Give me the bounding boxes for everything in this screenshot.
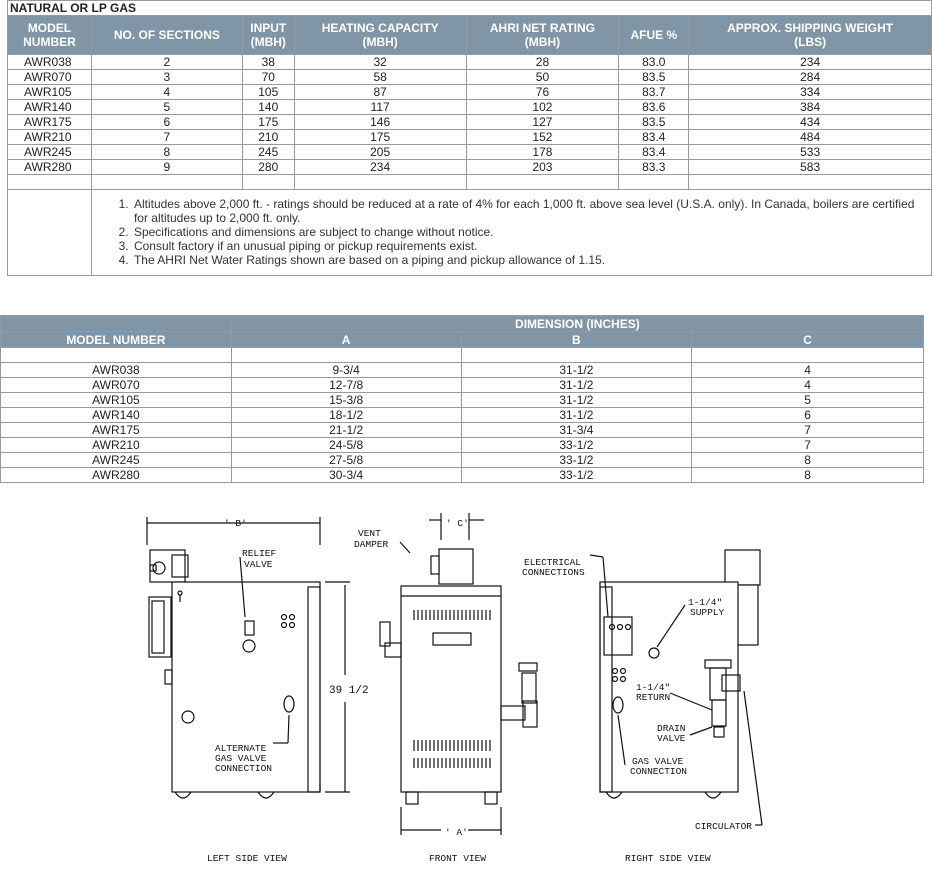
dimension-cell: 30-3/4 bbox=[231, 468, 461, 483]
ratings-col-header bbox=[619, 16, 689, 55]
dimension-cell: 33-1/2 bbox=[461, 453, 692, 468]
relief-valve-label-1: RELIEF bbox=[242, 548, 277, 559]
model-cell: AWR245 bbox=[1, 453, 232, 468]
table-row bbox=[1, 378, 924, 393]
dimension-cell: 33-1/2 bbox=[461, 468, 692, 483]
dimension-cell: 31-1/2 bbox=[461, 393, 692, 408]
dimension-header: DIMENSION (INCHES) bbox=[231, 316, 923, 332]
value-cell: 434 bbox=[689, 115, 932, 130]
dimension-cell: 31-1/2 bbox=[461, 363, 692, 378]
value-cell: 117 bbox=[294, 100, 466, 115]
value-cell: 175 bbox=[294, 130, 466, 145]
value-cell: 4 bbox=[91, 85, 242, 100]
dimension-cell: 18-1/2 bbox=[231, 408, 461, 423]
dim-a-label: ' A' bbox=[445, 827, 468, 838]
model-cell: AWR175 bbox=[1, 423, 232, 438]
header-text: NO. OF SECTIONS bbox=[113, 28, 220, 42]
notes-cell bbox=[91, 190, 931, 276]
right-view-caption: RIGHT SIDE VIEW bbox=[625, 853, 711, 864]
value-cell: 5 bbox=[91, 100, 242, 115]
model-cell: AWR038 bbox=[8, 55, 92, 70]
dimension-cell: 33-1/2 bbox=[461, 438, 692, 453]
electrical-label-1: ELECTRICAL bbox=[524, 557, 582, 568]
model-cell: AWR280 bbox=[1, 468, 232, 483]
ratings-header-row bbox=[8, 16, 932, 55]
boiler-dimension-diagram bbox=[0, 495, 932, 886]
value-cell: 6 bbox=[91, 115, 242, 130]
value-cell: 83.7 bbox=[619, 85, 689, 100]
table-row bbox=[8, 130, 932, 145]
value-cell: 3 bbox=[91, 70, 242, 85]
value-cell: 234 bbox=[294, 160, 466, 175]
note-item: 2. Specifications and dimensions are subject to change without notice. bbox=[132, 225, 931, 239]
value-cell: 152 bbox=[466, 130, 619, 145]
value-cell: 87 bbox=[294, 85, 466, 100]
col-b-header: B bbox=[461, 332, 692, 348]
model-cell: AWR140 bbox=[1, 408, 232, 423]
gas-valve-label-2: CONNECTION bbox=[630, 766, 688, 777]
value-cell: 83.4 bbox=[619, 145, 689, 160]
value-cell: 234 bbox=[689, 55, 932, 70]
ratings-col-header bbox=[242, 16, 294, 55]
supply-label-2: SUPPLY bbox=[690, 607, 725, 618]
model-cell: AWR280 bbox=[8, 160, 92, 175]
table-row bbox=[1, 468, 924, 483]
dimension-cell: 31-1/2 bbox=[461, 378, 692, 393]
vent-damper-label-2: DAMPER bbox=[354, 539, 389, 550]
notes-list bbox=[92, 197, 931, 267]
value-cell: 58 bbox=[294, 70, 466, 85]
table-title: NATURAL OR LP GAS bbox=[8, 1, 932, 16]
supply-label-1: 1-1/4" bbox=[688, 597, 723, 608]
header-text: (MBH) bbox=[524, 35, 561, 49]
col-a-header: A bbox=[231, 332, 461, 348]
dimension-cell: 7 bbox=[692, 438, 924, 453]
model-cell: AWR140 bbox=[8, 100, 92, 115]
dim-b-label: ' B' bbox=[224, 518, 247, 529]
value-cell: 70 bbox=[242, 70, 294, 85]
ratings-table bbox=[7, 0, 932, 276]
value-cell: 83.3 bbox=[619, 160, 689, 175]
ratings-col-header bbox=[294, 16, 466, 55]
value-cell: 83.5 bbox=[619, 70, 689, 85]
value-cell: 50 bbox=[466, 70, 619, 85]
right-side-view bbox=[590, 550, 762, 825]
blank-row bbox=[1, 348, 924, 363]
dimension-cell: 31-3/4 bbox=[461, 423, 692, 438]
table-row bbox=[1, 438, 924, 453]
header-text: HEATING CAPACITY bbox=[321, 21, 439, 35]
value-cell: 583 bbox=[689, 160, 932, 175]
model-cell: AWR245 bbox=[8, 145, 92, 160]
value-cell: 76 bbox=[466, 85, 619, 100]
alt-gas-valve-label-3: CONNECTION bbox=[215, 763, 273, 774]
value-cell: 140 bbox=[242, 100, 294, 115]
return-label-2: RETURN bbox=[636, 692, 671, 703]
left-view-caption: LEFT SIDE VIEW bbox=[207, 853, 287, 864]
model-number-header-label: MODEL NUMBER bbox=[1, 332, 232, 348]
value-cell: 7 bbox=[91, 130, 242, 145]
note-item: 3. Consult factory if an unusual piping or pickup requirements exist. bbox=[132, 239, 931, 253]
value-cell: 178 bbox=[466, 145, 619, 160]
value-cell: 210 bbox=[242, 130, 294, 145]
model-cell: AWR070 bbox=[8, 70, 92, 85]
value-cell: 8 bbox=[91, 145, 242, 160]
dimension-cell: 4 bbox=[692, 378, 924, 393]
value-cell: 245 bbox=[242, 145, 294, 160]
table-row bbox=[8, 160, 932, 175]
note-item: 4. The AHRI Net Water Ratings shown are based on a piping and pickup allowance of 1.15. bbox=[132, 253, 931, 267]
notes-spacer bbox=[8, 190, 92, 276]
dimension-cell: 5 bbox=[692, 393, 924, 408]
model-cell: AWR175 bbox=[8, 115, 92, 130]
model-cell: AWR105 bbox=[8, 85, 92, 100]
ratings-col-header bbox=[466, 16, 619, 55]
table-row bbox=[8, 145, 932, 160]
header-text: (MBH) bbox=[250, 35, 286, 49]
table-row bbox=[8, 115, 932, 130]
value-cell: 32 bbox=[294, 55, 466, 70]
table-row bbox=[1, 453, 924, 468]
value-cell: 203 bbox=[466, 160, 619, 175]
ratings-col-header bbox=[91, 16, 242, 55]
value-cell: 205 bbox=[294, 145, 466, 160]
value-cell: 28 bbox=[466, 55, 619, 70]
value-cell: 146 bbox=[294, 115, 466, 130]
value-cell: 9 bbox=[91, 160, 242, 175]
drain-valve-label-2: VALVE bbox=[657, 733, 686, 744]
table-row bbox=[1, 408, 924, 423]
alt-gas-valve-label-2: GAS VALVE bbox=[215, 753, 267, 764]
dimension-cell: 24-5/8 bbox=[231, 438, 461, 453]
header-text: APPROX. SHIPPING WEIGHT bbox=[727, 21, 894, 35]
dimension-cell: 12-7/8 bbox=[231, 378, 461, 393]
value-cell: 334 bbox=[689, 85, 932, 100]
header-text: AHRI NET RATING bbox=[489, 21, 595, 35]
dimension-cell: 8 bbox=[692, 453, 924, 468]
electrical-label-2: CONNECTIONS bbox=[522, 567, 585, 578]
front-view-caption: FRONT VIEW bbox=[429, 853, 487, 864]
table-row bbox=[8, 85, 932, 100]
ratings-col-header bbox=[8, 16, 92, 55]
value-cell: 2 bbox=[91, 55, 242, 70]
value-cell: 280 bbox=[242, 160, 294, 175]
table-row bbox=[8, 100, 932, 115]
model-cell: AWR105 bbox=[1, 393, 232, 408]
value-cell: 105 bbox=[242, 85, 294, 100]
dimension-cell: 21-1/2 bbox=[231, 423, 461, 438]
dimension-cell: 27-5/8 bbox=[231, 453, 461, 468]
model-cell: AWR070 bbox=[1, 378, 232, 393]
height-label: 39 1/2 bbox=[329, 685, 369, 697]
ratings-col-header bbox=[689, 16, 932, 55]
dimension-cell: 7 bbox=[692, 423, 924, 438]
table-row bbox=[1, 423, 924, 438]
value-cell: 102 bbox=[466, 100, 619, 115]
value-cell: 38 bbox=[242, 55, 294, 70]
drain-valve-label-1: DRAIN bbox=[657, 723, 686, 734]
dimensions-table bbox=[0, 315, 924, 483]
model-cell: AWR210 bbox=[1, 438, 232, 453]
value-cell: 83.0 bbox=[619, 55, 689, 70]
value-cell: 284 bbox=[689, 70, 932, 85]
alt-gas-valve-label-1: ALTERNATE bbox=[215, 743, 267, 754]
circulator-label: CIRCULATOR bbox=[695, 821, 753, 832]
model-cell: AWR210 bbox=[8, 130, 92, 145]
dimension-cell: 15-3/8 bbox=[231, 393, 461, 408]
value-cell: 175 bbox=[242, 115, 294, 130]
dimension-cell: 8 bbox=[692, 468, 924, 483]
relief-valve-label-2: VALVE bbox=[244, 559, 273, 570]
value-cell: 83.5 bbox=[619, 115, 689, 130]
col-c-header: C bbox=[692, 332, 924, 348]
value-cell: 533 bbox=[689, 145, 932, 160]
table-row bbox=[8, 70, 932, 85]
vent-damper-label-1: VENT bbox=[358, 528, 381, 539]
header-text: INPUT bbox=[250, 21, 287, 35]
value-cell: 83.6 bbox=[619, 100, 689, 115]
value-cell: 484 bbox=[689, 130, 932, 145]
return-label-1: 1-1/4" bbox=[636, 682, 671, 693]
model-number-header bbox=[1, 316, 232, 332]
table-row bbox=[1, 393, 924, 408]
table-row bbox=[8, 55, 932, 70]
header-text: (LBS) bbox=[794, 35, 827, 49]
dimension-cell: 6 bbox=[692, 408, 924, 423]
dimension-cell: 31-1/2 bbox=[461, 408, 692, 423]
dimension-cell: 9-3/4 bbox=[231, 363, 461, 378]
header-text: MODEL bbox=[27, 21, 72, 35]
model-cell: AWR038 bbox=[1, 363, 232, 378]
value-cell: 127 bbox=[466, 115, 619, 130]
front-view bbox=[380, 513, 537, 835]
header-text: (MBH) bbox=[362, 35, 398, 49]
dimension-cell: 4 bbox=[692, 363, 924, 378]
header-text: NUMBER bbox=[23, 35, 76, 49]
dim-c-label: ' C' bbox=[446, 518, 469, 529]
value-cell: 83.4 bbox=[619, 130, 689, 145]
header-text: AFUE % bbox=[630, 28, 678, 42]
value-cell: 384 bbox=[689, 100, 932, 115]
empty-row bbox=[8, 175, 932, 190]
note-item: 1. Altitudes above 2,000 ft. - ratings should be reduced at a rate of 4% for each 1,000 ft. above sea level (U.S.A. only). In Canada, boilers are certified for altitudes up to 2,000 ft. only. bbox=[132, 197, 931, 225]
gas-valve-label-1: GAS VALVE bbox=[632, 756, 684, 767]
table-row bbox=[1, 363, 924, 378]
